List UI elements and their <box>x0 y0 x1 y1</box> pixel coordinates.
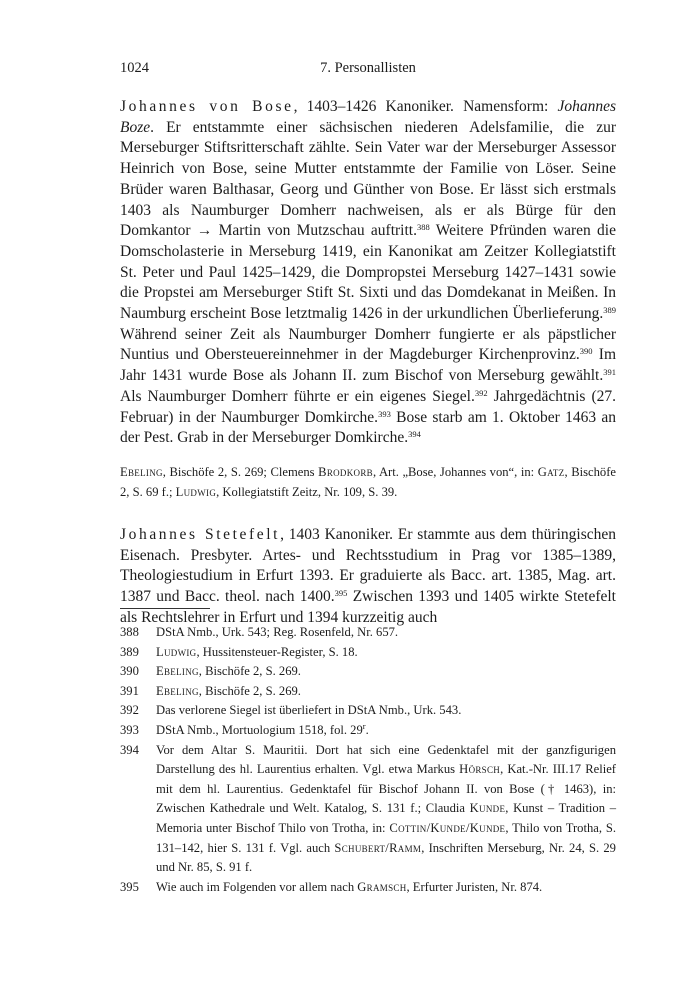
entry-johannes-stetefelt <box>120 525 616 629</box>
footnote-divider <box>120 608 210 609</box>
footnote <box>120 682 616 702</box>
literature-text: , Kollegiatstift Zeitz, Nr. 109, S. 39. <box>216 484 398 499</box>
literature-author: Ludwig <box>175 484 217 499</box>
literature-author: Brodkorb <box>318 465 373 479</box>
footnote-text: , Kat.-Nr. III.17 Relief mit dem hl. Laurentius. Gedenktafel für Bischof Johann II. von Bose († 1463), in: Zwischen Kathedrale und Welt. Katalog, S. 131 f.; Claudia <box>156 762 616 816</box>
footnote <box>120 721 616 741</box>
footnote-ref[interactable]: 389 <box>603 305 616 316</box>
footnote-text: DStA Nmb., Urk. 543; Reg. Rosenfeld, Nr. 657. <box>156 625 399 639</box>
footnote-ref[interactable]: 395 <box>334 588 348 599</box>
entry-johannes-von-bose <box>120 97 616 449</box>
footnote-ref[interactable]: 394 <box>408 429 421 440</box>
entry-name-form: Johannes Boze <box>120 98 617 136</box>
footnote <box>120 878 616 898</box>
footnote <box>120 741 616 878</box>
entry-text: Jahrgedächtnis (27. Februar) in der Naumburger Domkirche. <box>120 387 616 426</box>
entry-text: Bose starb am 1. Oktober 1463 an der Pest. Grab in der Merseburger Domkirche. <box>120 408 616 447</box>
footnote-author: Ebeling <box>156 664 199 679</box>
footnotes <box>120 623 616 897</box>
folio-side: r <box>362 720 366 731</box>
footnote-text: Wie auch im Folgenden vor allem nach <box>156 879 358 894</box>
footnote-author: Cottin/Kunde/Kunde <box>389 820 506 835</box>
footnote-ref[interactable]: 392 <box>474 387 488 398</box>
footnote <box>120 662 616 682</box>
footnote-author: Ludwig <box>156 644 197 659</box>
entry-body <box>120 97 616 449</box>
footnote-number: 393 <box>120 722 139 737</box>
footnote <box>120 701 616 721</box>
footnote-text: Das verlorene Siegel ist überliefert in DStA Nmb., Urk. 543. <box>156 703 462 718</box>
running-head <box>120 60 616 82</box>
entry-name: Johannes Stetefelt <box>120 526 281 543</box>
entry-body <box>120 525 616 629</box>
footnote-number: 392 <box>120 703 139 718</box>
footnote-ref[interactable]: 388 <box>416 222 430 233</box>
footnote-number: 394 <box>120 742 139 757</box>
footnote-text: , Bischöfe 2, S. 269. <box>198 664 301 679</box>
literature-text: , Bischöfe 2, S. 69 f.; <box>120 465 616 499</box>
footnote-author: Kunde <box>469 801 506 816</box>
footnote-text: , Erfurter Juristen, Nr. 874. <box>406 879 543 894</box>
footnote-author: Ebeling <box>156 683 199 698</box>
footnote <box>120 623 616 643</box>
footnote-number: 389 <box>120 644 139 659</box>
entry-text: , 1403–1426 Kanoniker. Namensform: <box>293 98 558 115</box>
entry-text: Während seiner Zeit als Naumburger Domherr fungierte er als päpstlicher Nuntius und Obersteuereinnehmer in der Magdeburger Kirchenprovinz. <box>120 325 616 364</box>
footnote-text: , Inschriften Merseburg, Nr. 24, S. 29 und Nr. 85, S. 91 f. <box>156 840 616 875</box>
entry-text: Zwischen 1393 und 1405 wirkte Stetefelt als Rechtslehrer in Erfurt und 1394 kurzzeitig auch <box>120 588 616 626</box>
footnote-number: 388 <box>120 625 139 639</box>
footnote-number: 390 <box>120 664 139 679</box>
footnote-number: 391 <box>120 683 139 698</box>
footnote-text: , Kunst – Tradition – Memoria unter Bischof Thilo von Trotha, in: <box>156 801 616 835</box>
footnote-author: Hörsch <box>459 762 501 777</box>
entry-text: Weitere Pfründen waren die Domscholasterie in Merseburg 1419, ein Kanonikat am Zeitzer Kollegiatstift St. Peter und Paul 1425–1429, die Dompropstei Merseburg 1427–1431 sowie die Propstei am Merseburger Stift St. Sixti und das Domdekanat in Meißen. In Naumburg erscheint Bose letztmalig 1426 in der urkundlichen Überlieferung. <box>120 222 616 323</box>
footnote-author: Gramsch <box>357 879 407 894</box>
section-title: 7. Personallisten <box>320 60 416 76</box>
entry-text: Als Naumburger Domherr führte er ein eigenes Siegel. <box>120 387 475 405</box>
entry-text: Im Jahr 1431 wurde Bose als Johann II. zum Bischof von Merseburg gewählt. <box>120 346 616 385</box>
footnote-ref[interactable]: 393 <box>378 408 391 419</box>
literature-text: , Bischöfe 2, S. 269; Clemens <box>162 465 319 479</box>
footnote-text: , Bischöfe 2, S. 269. <box>198 683 301 698</box>
footnote-text: , Thilo von Trotha, S. 131–142, hier S. 131 f. Vgl. auch <box>156 820 617 855</box>
entry-text: , 1403 Kanoniker. Er stammte aus dem thüringischen Eisenach. Presbyter. Artes- und Rechtsstudium in Prag vor 1385–1389, Theologiestudium in Erfurt 1393. Er graduierte als Bacc. art. 1385, Mag. art. 1387 und Bacc. theol. nach 1400. <box>120 526 616 606</box>
footnote <box>120 643 616 663</box>
literature-author: Gatz <box>537 465 565 479</box>
footnote-text: Vor dem Altar S. Mauritii. Dort hat sich eine Gedenktafel mit der ganzfigurigen Darstellung des hl. Laurentius erhalten. Vgl. etwa Markus <box>156 742 616 777</box>
footnote-text: , Hussitensteuer-Register, S. 18. <box>196 644 358 659</box>
footnote-number: 395 <box>120 879 139 894</box>
literature-author: Ebeling <box>120 465 163 479</box>
entry-literature <box>120 463 616 503</box>
literature-text: , Art. „Bose, Johannes von“, in: <box>372 465 538 479</box>
footnote-ref[interactable]: 391 <box>603 367 616 378</box>
page-number: 1024 <box>120 60 149 76</box>
footnote-ref[interactable]: 390 <box>579 346 593 357</box>
entry-name: Johannes von Bose <box>120 98 294 115</box>
footnote-text: . <box>365 722 369 737</box>
entry-text: . Er entstammte einer sächsischen niederen Adelsfamilie, die zur Merseburger Stiftsritterschaft zählte. Sein Vater war der Merseburger Assessor Heinrich von Bose, seine Mutter entstammte der Familie von Löser. Seine Brüder waren Balthasar, Georg und Günther von Bose. Er lässt sich erstmals 1403 als Naumburger Domherr nachweisen, als er als Bürge für den Domkantor → Martin von Mutzschau auftritt. <box>120 118 616 240</box>
footnote-text: DStA Nmb., Mortuologium 1518, fol. 29 <box>156 722 363 737</box>
footnote-author: Schubert/Ramm <box>334 840 422 855</box>
